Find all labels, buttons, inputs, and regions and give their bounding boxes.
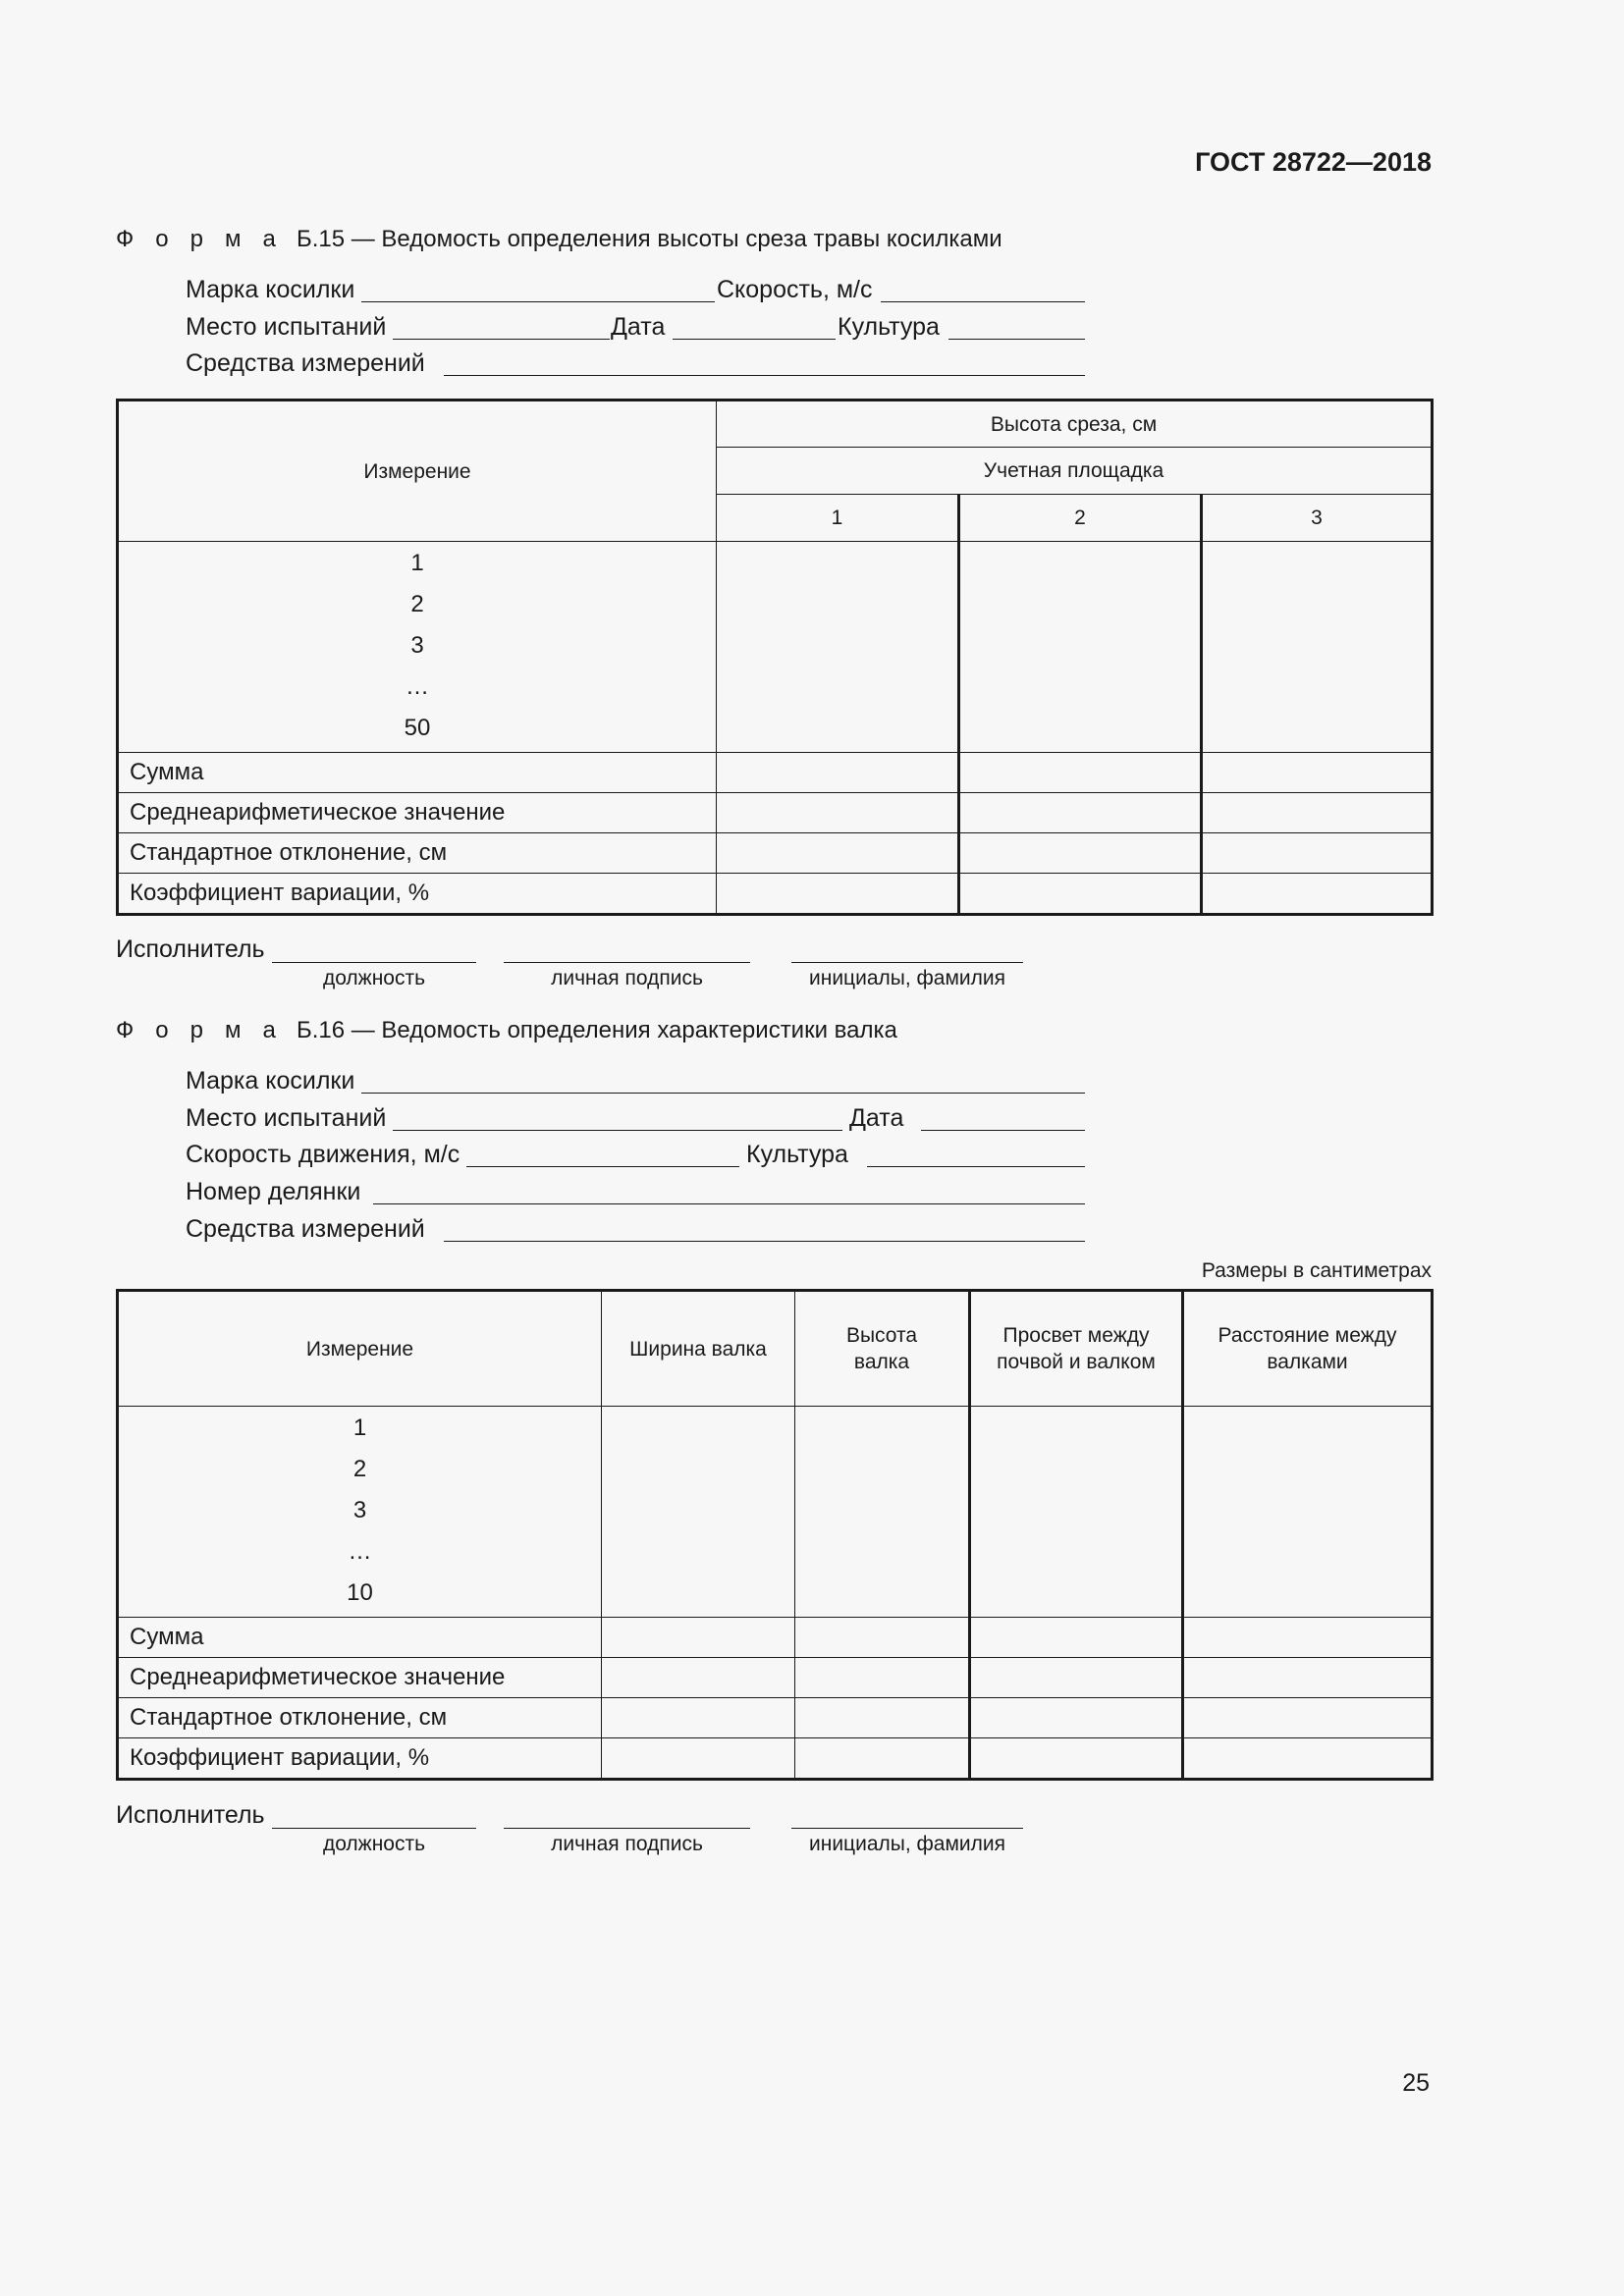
form-15-place-label: Место испытаний xyxy=(186,313,387,341)
data-cell[interactable] xyxy=(795,1698,970,1738)
form-16-date-label: Дата xyxy=(849,1104,904,1132)
row-number: … xyxy=(406,673,429,700)
data-cell[interactable] xyxy=(795,1407,970,1618)
page-number: 25 xyxy=(1402,2069,1430,2097)
signature-line[interactable] xyxy=(504,936,750,963)
data-cell[interactable] xyxy=(795,1738,970,1780)
data-cell[interactable] xyxy=(717,833,959,874)
form-16-mark-line[interactable] xyxy=(361,1067,1085,1094)
row-number: 3 xyxy=(410,632,424,659)
row-number: 2 xyxy=(352,1456,367,1482)
data-cell[interactable] xyxy=(970,1738,1183,1780)
form-15-culture-line[interactable] xyxy=(948,313,1085,340)
std-row-label: Стандартное отклонение, см xyxy=(118,833,717,874)
data-cell[interactable] xyxy=(959,833,1202,874)
data-cell[interactable] xyxy=(970,1618,1183,1658)
form-16-tools-label: Средства измерений xyxy=(186,1215,425,1243)
row-number: 2 xyxy=(410,591,424,617)
row-number: 1 xyxy=(352,1415,367,1441)
data-cell[interactable] xyxy=(717,793,959,833)
data-cell[interactable] xyxy=(1183,1698,1433,1738)
column-1-header: 1 xyxy=(717,495,959,542)
measurement-numbers xyxy=(118,1407,602,1618)
data-cell[interactable] xyxy=(1202,542,1433,753)
data-cell[interactable] xyxy=(959,793,1202,833)
form-15-date-line[interactable] xyxy=(673,313,836,340)
measure-header: Измерение xyxy=(118,400,717,542)
form-16-place-label: Место испытаний xyxy=(186,1104,387,1132)
data-cell[interactable] xyxy=(602,1698,795,1738)
data-cell[interactable] xyxy=(1183,1407,1433,1618)
data-cell[interactable] xyxy=(602,1658,795,1698)
data-cell[interactable] xyxy=(959,753,1202,793)
signature-caption: личная подпись xyxy=(551,967,703,989)
data-cell[interactable] xyxy=(717,542,959,753)
data-cell[interactable] xyxy=(1183,1738,1433,1780)
data-cell[interactable] xyxy=(970,1407,1183,1618)
position-line[interactable] xyxy=(272,1802,476,1829)
data-cell[interactable] xyxy=(717,874,959,915)
data-cell[interactable] xyxy=(1183,1658,1433,1698)
form-15-tools-line[interactable] xyxy=(444,349,1085,376)
plot-header: Учетная площадка xyxy=(717,448,1433,495)
position-caption: должность xyxy=(322,967,426,989)
data-cell[interactable] xyxy=(717,753,959,793)
form-16-prefix: Ф о р м а xyxy=(116,1017,284,1043)
data-cell[interactable] xyxy=(1202,793,1433,833)
std-row-label: Стандартное отклонение, см xyxy=(118,1698,602,1738)
measurement-numbers xyxy=(118,542,717,753)
data-cell[interactable] xyxy=(602,1618,795,1658)
form-16-title-text: Б.16 — Ведомость определения характеристики валка xyxy=(296,1017,897,1043)
swath-height-header: Высота валка xyxy=(795,1291,970,1407)
mean-row-label: Среднеарифметическое значение xyxy=(118,1658,602,1698)
form-15-mark-line[interactable] xyxy=(361,276,715,302)
data-cell[interactable] xyxy=(1202,833,1433,874)
data-cell[interactable] xyxy=(602,1738,795,1780)
column-3-header: 3 xyxy=(1202,495,1433,542)
form-15-title xyxy=(116,226,1002,253)
sum-row-label: Сумма xyxy=(118,753,717,793)
form-16-tools-line[interactable] xyxy=(444,1215,1085,1242)
signature-line[interactable] xyxy=(504,1802,750,1829)
form-16-executor-label: Исполнитель xyxy=(116,1801,265,1829)
name-caption: инициалы, фамилия xyxy=(809,1833,1005,1855)
cv-row-label: Коэффициент вариации, % xyxy=(118,874,717,915)
cut-height-header: Высота среза, см xyxy=(717,400,1433,448)
form-15-date-label: Дата xyxy=(611,313,666,341)
position-line[interactable] xyxy=(272,936,476,963)
form-15-mark-label: Марка косилки xyxy=(186,276,355,303)
form-16-plot-line[interactable] xyxy=(373,1178,1085,1204)
form-15-table xyxy=(116,399,1434,916)
row-number: … xyxy=(348,1538,372,1565)
form-16-table xyxy=(116,1289,1434,1781)
position-caption: должность xyxy=(322,1833,426,1855)
mean-row-label: Среднеарифметическое значение xyxy=(118,793,717,833)
form-16-date-line[interactable] xyxy=(921,1104,1085,1131)
signature-caption: личная подпись xyxy=(551,1833,703,1855)
form-15-title-text: Б.15 — Ведомость определения высоты среза травы косилками xyxy=(296,226,1002,252)
data-cell[interactable] xyxy=(970,1658,1183,1698)
form-15-tools-label: Средства измерений xyxy=(186,349,425,377)
row-number: 1 xyxy=(410,550,424,576)
row-number: 3 xyxy=(352,1497,367,1523)
swath-width-header: Ширина валка xyxy=(602,1291,795,1407)
form-15-culture-label: Культура xyxy=(838,313,940,341)
data-cell[interactable] xyxy=(959,874,1202,915)
data-cell[interactable] xyxy=(1202,874,1433,915)
units-note: Размеры в сантиметрах xyxy=(1201,1259,1432,1282)
data-cell[interactable] xyxy=(1202,753,1433,793)
ground-clearance-header: Просвет между почвой и валком xyxy=(970,1291,1183,1407)
data-cell[interactable] xyxy=(1183,1618,1433,1658)
sum-row-label: Сумма xyxy=(118,1618,602,1658)
swath-distance-header: Расстояние между валками xyxy=(1183,1291,1433,1407)
form-16-culture-line[interactable] xyxy=(867,1141,1085,1167)
name-caption: инициалы, фамилия xyxy=(809,967,1005,989)
data-cell[interactable] xyxy=(602,1407,795,1618)
document-id: ГОСТ 28722—2018 xyxy=(1195,147,1432,177)
measure-header: Измерение xyxy=(118,1291,602,1407)
cv-row-label: Коэффициент вариации, % xyxy=(118,1738,602,1780)
form-16-place-line[interactable] xyxy=(393,1104,842,1131)
form-16-speed-line[interactable] xyxy=(466,1141,739,1167)
form-15-speed-label: Скорость, м/с xyxy=(717,276,873,303)
form-16-title xyxy=(116,1017,897,1044)
form-15-speed-line[interactable] xyxy=(881,276,1085,302)
row-number: 50 xyxy=(404,715,431,741)
name-line[interactable] xyxy=(791,1802,1023,1829)
row-number: 10 xyxy=(347,1579,373,1606)
form-15-executor-label: Исполнитель xyxy=(116,935,265,963)
name-line[interactable] xyxy=(791,936,1023,963)
column-2-header: 2 xyxy=(959,495,1202,542)
form-16-culture-label: Культура xyxy=(746,1141,848,1168)
form-16-speed-label: Скорость движения, м/с xyxy=(186,1141,460,1168)
form-15-place-line[interactable] xyxy=(393,313,610,340)
data-cell[interactable] xyxy=(795,1658,970,1698)
form-15-prefix: Ф о р м а xyxy=(116,226,284,252)
data-cell[interactable] xyxy=(795,1618,970,1658)
form-16-mark-label: Марка косилки xyxy=(186,1067,355,1095)
form-16-plot-label: Номер делянки xyxy=(186,1178,361,1205)
data-cell[interactable] xyxy=(959,542,1202,753)
data-cell[interactable] xyxy=(970,1698,1183,1738)
